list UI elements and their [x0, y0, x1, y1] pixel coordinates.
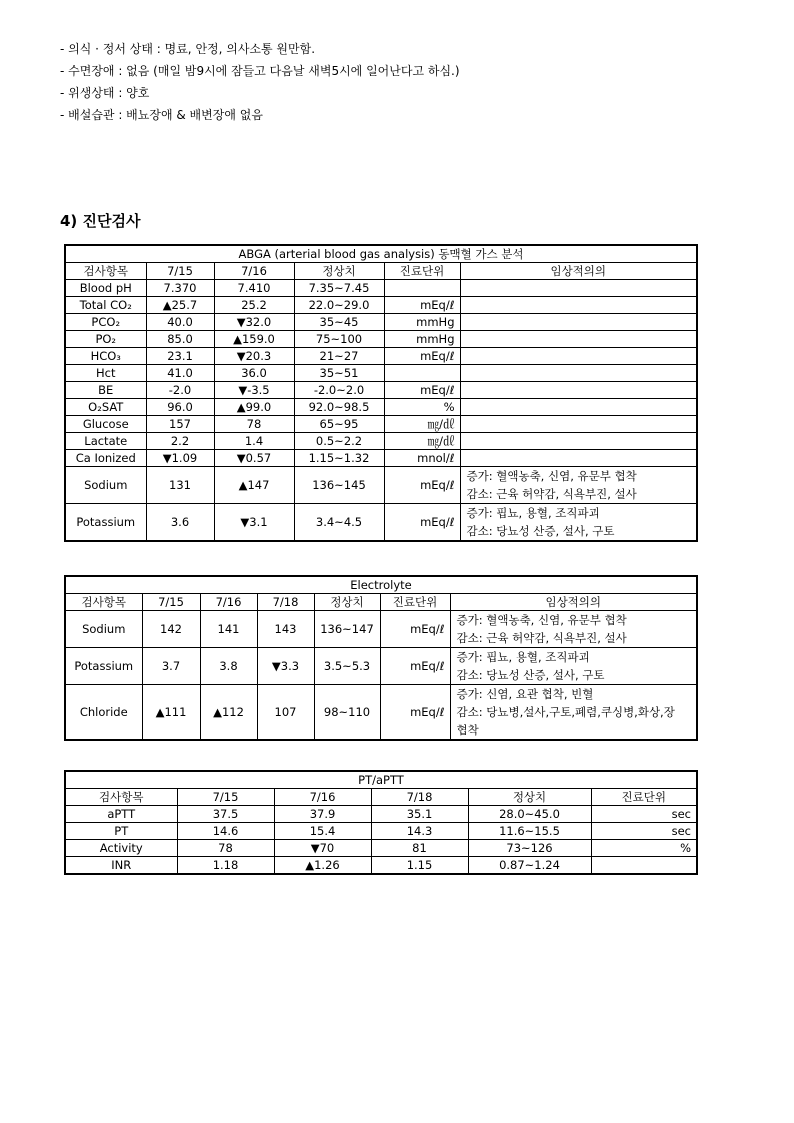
- note-decrease: 감소: 근육 허약감, 식욕부진, 설사: [456, 631, 627, 645]
- value-cell: 1.15: [371, 857, 468, 875]
- abga-header-row: [65, 263, 697, 280]
- unit-cell: mEq/ℓ: [380, 611, 450, 648]
- test-item: INR: [65, 857, 177, 875]
- col-header: 7/18: [257, 594, 314, 611]
- unit-cell: mmHg: [384, 331, 460, 348]
- electrolyte-header-row: [65, 594, 697, 611]
- value-cell: 142: [142, 611, 200, 648]
- test-item: Total CO₂: [65, 297, 146, 314]
- table-row: [65, 314, 697, 331]
- unit-cell: mnol/ℓ: [384, 450, 460, 467]
- table-row: [65, 382, 697, 399]
- normal-range: 11.6~15.5: [468, 823, 591, 840]
- table-row: [65, 467, 697, 504]
- normal-range: 65~95: [294, 416, 384, 433]
- test-item: Chloride: [65, 685, 142, 741]
- value-cell: 107: [257, 685, 314, 741]
- note-increase: 증가: 혈액농축, 신염, 유문부 협착: [466, 469, 637, 483]
- note-consciousness: - 의식 · 정서 상태 : 명료, 안정, 의사소통 원만함.: [60, 42, 316, 56]
- col-header: 임상적의의: [450, 594, 697, 611]
- table-row: [65, 806, 697, 823]
- unit-cell: sec: [591, 823, 697, 840]
- col-header: 진료단위: [380, 594, 450, 611]
- col-header: 7/15: [146, 263, 214, 280]
- normal-range: 1.15~1.32: [294, 450, 384, 467]
- note-cell: [460, 416, 697, 433]
- value-cell: 78: [177, 840, 274, 857]
- note-decrease: 감소: 당뇨성 산증, 설사, 구토: [456, 668, 605, 682]
- value-cell: ▲1.26: [274, 857, 371, 875]
- value-cell: ▼3.1: [214, 504, 294, 542]
- test-item: BE: [65, 382, 146, 399]
- test-item: Hct: [65, 365, 146, 382]
- unit-cell: mEq/ℓ: [384, 382, 460, 399]
- note-sleep: - 수면장애 : 없음 (매일 밤9시에 잠들고 다음날 새벽5시에 일어난다고 하심.): [60, 64, 460, 78]
- col-header: 정상치: [294, 263, 384, 280]
- unit-cell: mEq/ℓ: [384, 504, 460, 542]
- note-cell: [460, 331, 697, 348]
- normal-range: 22.0~29.0: [294, 297, 384, 314]
- value-cell: ▼0.57: [214, 450, 294, 467]
- value-cell: 2.2: [146, 433, 214, 450]
- unit-cell: %: [384, 399, 460, 416]
- normal-range: 35~45: [294, 314, 384, 331]
- value-cell: 7.410: [214, 280, 294, 297]
- value-cell: 41.0: [146, 365, 214, 382]
- unit-cell: mEq/ℓ: [384, 348, 460, 365]
- test-item: aPTT: [65, 806, 177, 823]
- table-row: [65, 399, 697, 416]
- unit-cell: mEq/ℓ: [384, 467, 460, 504]
- note-hygiene: - 위생상태 : 양호: [60, 86, 150, 100]
- value-cell: ▼-3.5: [214, 382, 294, 399]
- normal-range: 73~126: [468, 840, 591, 857]
- electrolyte-table: [64, 575, 698, 741]
- note-cell: [460, 365, 697, 382]
- col-header: 검사항목: [65, 789, 177, 806]
- table-row: [65, 685, 697, 741]
- value-cell: ▼70: [274, 840, 371, 857]
- note-cell: [460, 450, 697, 467]
- nursing-notes-list: [60, 38, 460, 126]
- section-title: 4) 진단검사: [60, 212, 141, 230]
- clinical-note: [460, 504, 697, 542]
- table-row: [65, 280, 697, 297]
- col-header: 임상적의의: [460, 263, 697, 280]
- unit-cell: %: [591, 840, 697, 857]
- unit-cell: mEq/ℓ: [380, 685, 450, 741]
- clinical-note: [450, 611, 697, 648]
- col-header: 검사항목: [65, 594, 142, 611]
- note-cell: [460, 382, 697, 399]
- value-cell: ▲99.0: [214, 399, 294, 416]
- value-cell: 25.2: [214, 297, 294, 314]
- normal-range: 3.5~5.3: [314, 648, 380, 685]
- value-cell: 15.4: [274, 823, 371, 840]
- note-elimination: - 배설습관 : 배뇨장애 & 배변장애 없음: [60, 108, 263, 122]
- test-item: Potassium: [65, 648, 142, 685]
- value-cell: 23.1: [146, 348, 214, 365]
- col-header: 7/15: [177, 789, 274, 806]
- value-cell: ▲147: [214, 467, 294, 504]
- col-header: 7/16: [200, 594, 257, 611]
- note-cell: [460, 314, 697, 331]
- value-cell: 35.1: [371, 806, 468, 823]
- pt-aptt-table: [64, 770, 698, 875]
- value-cell: 40.0: [146, 314, 214, 331]
- col-header: 7/16: [274, 789, 371, 806]
- normal-range: 21~27: [294, 348, 384, 365]
- value-cell: ▲159.0: [214, 331, 294, 348]
- table-row: [65, 823, 697, 840]
- value-cell: 131: [146, 467, 214, 504]
- test-item: PT: [65, 823, 177, 840]
- table-row: [65, 840, 697, 857]
- table-row: [65, 857, 697, 875]
- table-row: [65, 433, 697, 450]
- value-cell: ▼3.3: [257, 648, 314, 685]
- unit-cell: mEq/ℓ: [384, 297, 460, 314]
- value-cell: 37.9: [274, 806, 371, 823]
- test-item: O₂SAT: [65, 399, 146, 416]
- note-cell: [460, 280, 697, 297]
- normal-range: 98~110: [314, 685, 380, 741]
- table-row: [65, 365, 697, 382]
- test-item: HCO₃: [65, 348, 146, 365]
- note-increase: 증가: 핍뇨, 용혈, 조직파괴: [456, 650, 590, 664]
- test-item: Potassium: [65, 504, 146, 542]
- table-row: [65, 648, 697, 685]
- note-increase: 증가: 혈액농축, 신염, 유문부 협착: [456, 613, 627, 627]
- value-cell: ▼20.3: [214, 348, 294, 365]
- unit-cell: [591, 857, 697, 875]
- col-header: 진료단위: [384, 263, 460, 280]
- col-header: 7/15: [142, 594, 200, 611]
- value-cell: 141: [200, 611, 257, 648]
- test-item: Glucose: [65, 416, 146, 433]
- table-row: [65, 331, 697, 348]
- table-row: [65, 297, 697, 314]
- note-decrease: 감소: 근육 허약감, 식욕부진, 설사: [466, 487, 637, 501]
- col-header: 정상치: [314, 594, 380, 611]
- value-cell: 36.0: [214, 365, 294, 382]
- test-item: Sodium: [65, 611, 142, 648]
- clinical-note: [460, 467, 697, 504]
- value-cell: 14.6: [177, 823, 274, 840]
- pt-aptt-caption: PT/aPTT: [65, 771, 697, 789]
- test-item: Lactate: [65, 433, 146, 450]
- value-cell: ▲111: [142, 685, 200, 741]
- normal-range: 0.5~2.2: [294, 433, 384, 450]
- normal-range: -2.0~2.0: [294, 382, 384, 399]
- value-cell: ▲25.7: [146, 297, 214, 314]
- abga-table: [64, 244, 698, 542]
- test-item: Activity: [65, 840, 177, 857]
- col-header: 진료단위: [591, 789, 697, 806]
- unit-cell: sec: [591, 806, 697, 823]
- value-cell: 3.7: [142, 648, 200, 685]
- note-increase: 증가: 핍뇨, 용혈, 조직파괴: [466, 506, 600, 520]
- unit-cell: [384, 365, 460, 382]
- table-row: [65, 348, 697, 365]
- normal-range: 136~147: [314, 611, 380, 648]
- normal-range: 35~51: [294, 365, 384, 382]
- value-cell: 37.5: [177, 806, 274, 823]
- value-cell: 78: [214, 416, 294, 433]
- unit-cell: mmHg: [384, 314, 460, 331]
- value-cell: ▼1.09: [146, 450, 214, 467]
- value-cell: 14.3: [371, 823, 468, 840]
- note-cell: [460, 399, 697, 416]
- unit-cell: ㎎/㎗: [384, 433, 460, 450]
- normal-range: 7.35~7.45: [294, 280, 384, 297]
- value-cell: 96.0: [146, 399, 214, 416]
- electrolyte-caption: Electrolyte: [65, 576, 697, 594]
- table-row: [65, 504, 697, 542]
- value-cell: 81: [371, 840, 468, 857]
- value-cell: ▼32.0: [214, 314, 294, 331]
- value-cell: 7.370: [146, 280, 214, 297]
- test-item: Sodium: [65, 467, 146, 504]
- normal-range: 3.4~4.5: [294, 504, 384, 542]
- value-cell: 1.4: [214, 433, 294, 450]
- note-increase: 증가: 신염, 요관 협착, 빈혈: [456, 687, 594, 701]
- value-cell: 1.18: [177, 857, 274, 875]
- col-header: 7/18: [371, 789, 468, 806]
- abga-caption: ABGA (arterial blood gas analysis) 동맥혈 가스 분석: [65, 245, 697, 263]
- col-header: 7/16: [214, 263, 294, 280]
- test-item: Ca Ionized: [65, 450, 146, 467]
- value-cell: 143: [257, 611, 314, 648]
- normal-range: 28.0~45.0: [468, 806, 591, 823]
- note-cell: [460, 297, 697, 314]
- note-decrease: 감소: 당뇨성 산증, 설사, 구토: [466, 524, 615, 538]
- clinical-note: [450, 648, 697, 685]
- test-item: PCO₂: [65, 314, 146, 331]
- value-cell: -2.0: [146, 382, 214, 399]
- test-item: Blood pH: [65, 280, 146, 297]
- normal-range: 0.87~1.24: [468, 857, 591, 875]
- col-header: 정상치: [468, 789, 591, 806]
- value-cell: 3.8: [200, 648, 257, 685]
- value-cell: 3.6: [146, 504, 214, 542]
- note-cell: [460, 433, 697, 450]
- table-row: [65, 450, 697, 467]
- clinical-note: [450, 685, 697, 741]
- value-cell: 157: [146, 416, 214, 433]
- unit-cell: [384, 280, 460, 297]
- normal-range: 75~100: [294, 331, 384, 348]
- note-decrease: 감소: 당뇨병,설사,구토,폐렴,쿠싱병,화상,장: [456, 705, 675, 719]
- table-row: [65, 611, 697, 648]
- test-item: PO₂: [65, 331, 146, 348]
- note-cell: [460, 348, 697, 365]
- table-row: [65, 416, 697, 433]
- pt-header-row: [65, 789, 697, 806]
- value-cell: ▲112: [200, 685, 257, 741]
- value-cell: 85.0: [146, 331, 214, 348]
- normal-range: 92.0~98.5: [294, 399, 384, 416]
- note-continued: 협착: [456, 723, 479, 737]
- normal-range: 136~145: [294, 467, 384, 504]
- unit-cell: mEq/ℓ: [380, 648, 450, 685]
- col-header: 검사항목: [65, 263, 146, 280]
- unit-cell: ㎎/㎗: [384, 416, 460, 433]
